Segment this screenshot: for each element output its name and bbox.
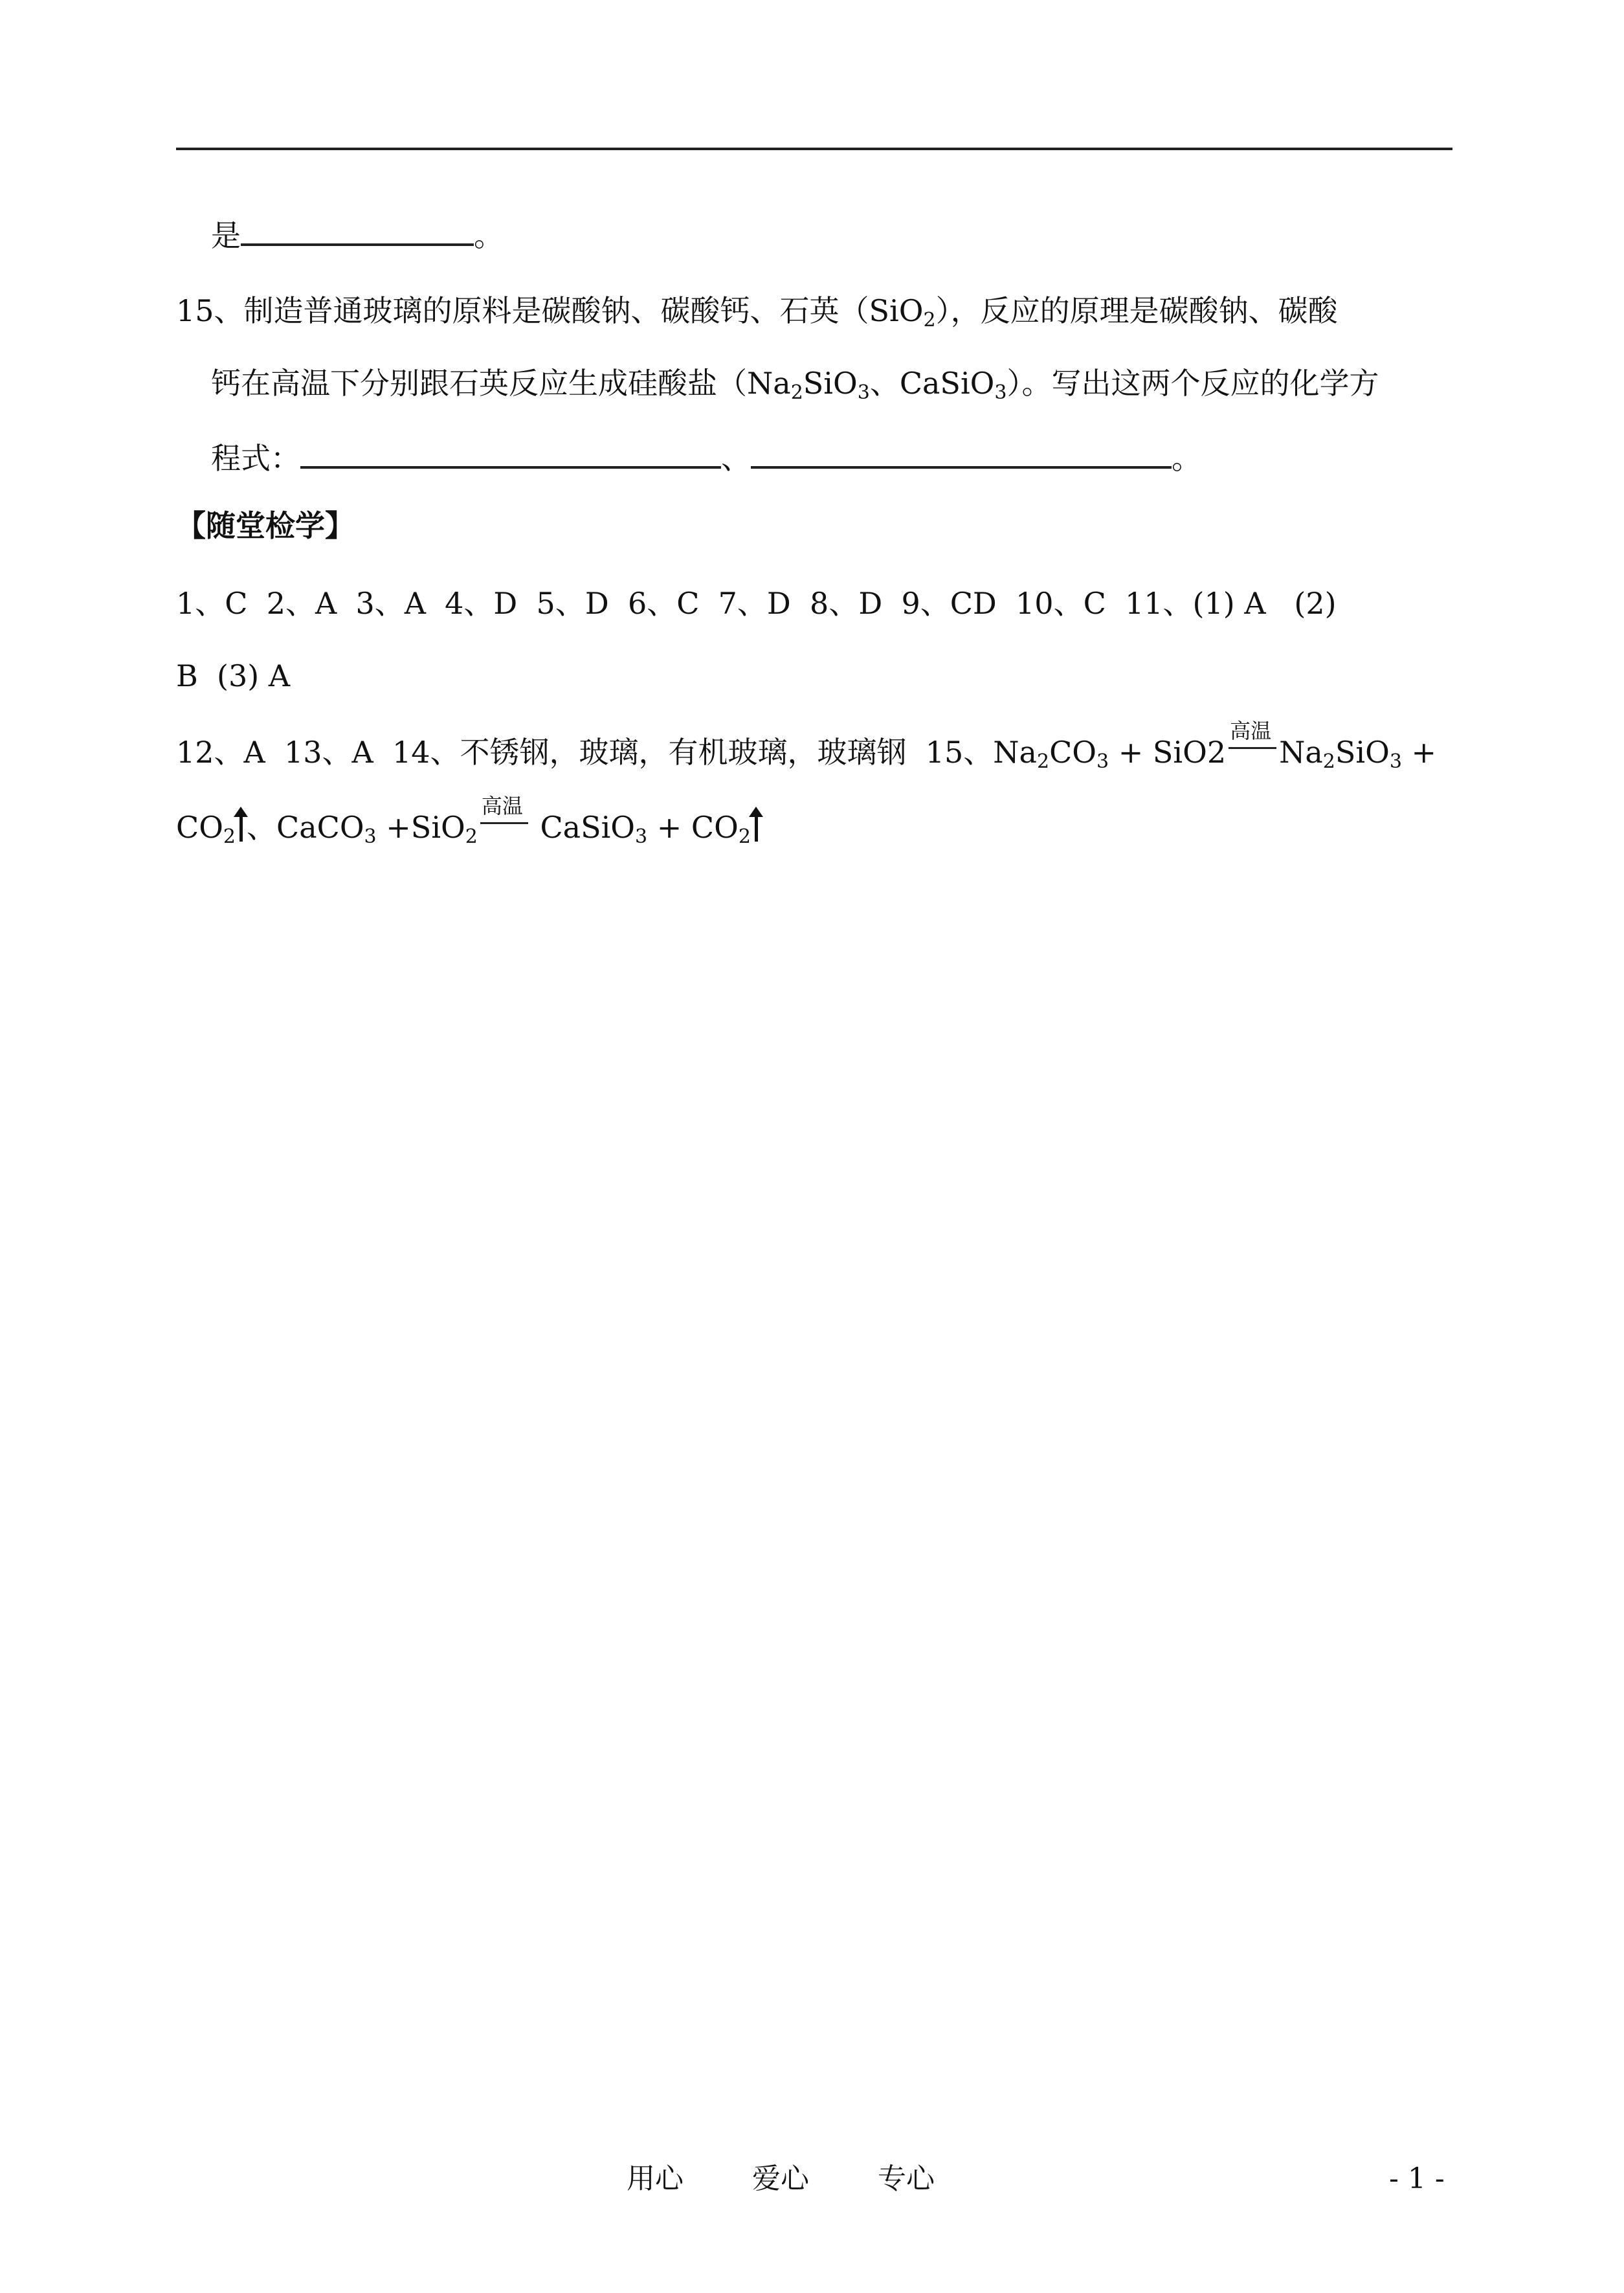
subscript: 2 xyxy=(738,825,751,848)
subscript: 3 xyxy=(1096,750,1109,773)
q15-text: 程式： xyxy=(211,441,300,476)
q15-text: 、 xyxy=(721,441,751,476)
q15-text: SiO xyxy=(803,366,858,401)
answers-text: SiO xyxy=(1335,735,1390,770)
q15-text: 、CaSiO xyxy=(869,366,995,401)
answers-text: 12、A 13、A 14、不锈钢，玻璃，有机玻璃，玻璃钢 15、Na xyxy=(176,735,1037,770)
subscript: 3 xyxy=(1389,750,1402,773)
q15-text: ），反应的原理是碳酸钠、碳酸 xyxy=(935,293,1338,328)
condition-text: 高温 xyxy=(1230,719,1272,743)
answers-text: 、CaCO xyxy=(247,810,364,845)
condition-line xyxy=(1229,747,1276,749)
subscript: 2 xyxy=(1322,750,1335,773)
answers-row-3 xyxy=(176,719,1437,781)
footer-text: 爱心 xyxy=(752,2162,809,2195)
q14-tail-prefix: 是 xyxy=(211,218,241,253)
page-number: - 1 - xyxy=(1389,2162,1445,2195)
subscript: 2 xyxy=(223,825,236,848)
answers-row-4 xyxy=(176,794,762,856)
q15-text: 15、制造普通玻璃的原料是碳酸钠、碳酸钙、石英（SiO xyxy=(176,293,924,328)
reaction-condition xyxy=(480,794,528,838)
reaction-condition xyxy=(1229,719,1276,763)
q15-text: ）。写出这两个反应的化学方 xyxy=(1007,366,1379,401)
answers-text: + CO xyxy=(647,810,739,845)
answer-blank[interactable] xyxy=(241,215,474,246)
q15-line-1 xyxy=(176,291,1338,340)
answers-text: Na xyxy=(1279,735,1323,770)
header-rule xyxy=(176,148,1452,150)
subscript: 3 xyxy=(364,825,377,848)
answers-text: CO xyxy=(1049,735,1096,770)
subscript: 2 xyxy=(923,309,936,331)
subscript: 2 xyxy=(790,381,803,404)
condition-line xyxy=(480,822,528,824)
answers-text: + xyxy=(1401,735,1437,770)
q15-line-3 xyxy=(211,438,1201,478)
q15-line-2 xyxy=(211,364,1379,412)
answers-text: 1、C 2、A 3、A 4、D 5、D 6、C 7、D 8、D 9、CD 10、C 11、(1) A (2) xyxy=(176,586,1337,621)
gas-arrow-icon xyxy=(755,816,758,842)
footer-text: 专心 xyxy=(878,2162,935,2195)
answers-text: CO xyxy=(176,810,223,845)
subscript: 2 xyxy=(465,825,478,848)
answer-blank[interactable] xyxy=(300,438,721,469)
q15-text: 。 xyxy=(1172,441,1201,476)
condition-text: 高温 xyxy=(481,794,523,818)
gas-arrow-icon xyxy=(239,816,243,842)
answers-row-1 xyxy=(176,584,1337,623)
answers-text: B (3) A xyxy=(176,658,291,693)
section-title xyxy=(176,506,355,545)
subscript: 3 xyxy=(635,825,648,848)
answers-text: +SiO xyxy=(376,810,465,845)
q14-tail xyxy=(211,215,504,255)
answer-blank[interactable] xyxy=(751,438,1172,469)
subscript: 3 xyxy=(857,381,870,404)
footer-text: 用心 xyxy=(627,2162,684,2195)
answers-row-2 xyxy=(176,656,290,695)
subscript: 2 xyxy=(1036,750,1050,773)
answers-text: CaSiO xyxy=(530,810,636,845)
subscript: 3 xyxy=(994,381,1007,404)
answers-text: + SiO2 xyxy=(1109,735,1227,770)
section-title-text: 【随堂检学】 xyxy=(176,508,355,543)
q14-tail-suffix: 。 xyxy=(474,218,504,253)
q15-text: 钙在高温下分别跟石英反应生成硅酸盐（Na xyxy=(211,366,791,401)
